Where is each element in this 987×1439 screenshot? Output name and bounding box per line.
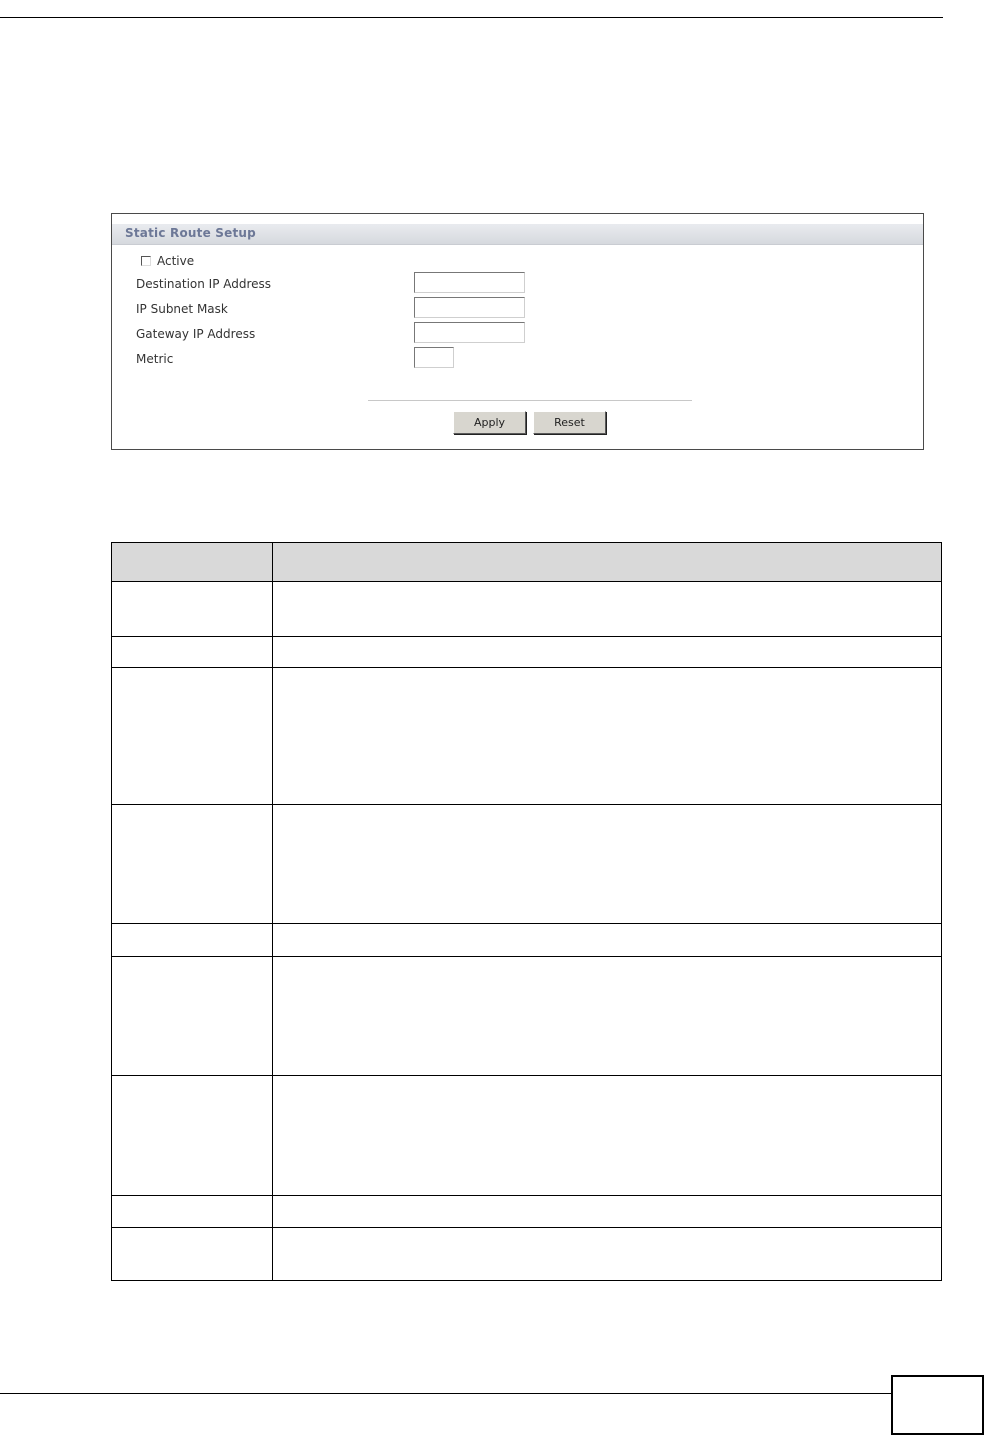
panel-title: Static Route Setup bbox=[125, 226, 256, 240]
destination-ip-input[interactable] bbox=[414, 272, 525, 293]
footer-rule bbox=[0, 1393, 892, 1394]
table-row bbox=[112, 957, 942, 1076]
metric-label: Metric bbox=[136, 352, 174, 366]
page-number-box bbox=[891, 1375, 984, 1435]
table-cell bbox=[273, 668, 942, 805]
table-cell bbox=[273, 1228, 942, 1281]
button-divider bbox=[368, 400, 692, 401]
table-row bbox=[112, 924, 942, 957]
table-cell bbox=[112, 924, 273, 957]
table-row bbox=[112, 668, 942, 805]
table-cell bbox=[273, 805, 942, 924]
table-header-cell bbox=[273, 543, 942, 582]
destination-ip-label: Destination IP Address bbox=[136, 277, 272, 291]
table-cell bbox=[112, 957, 273, 1076]
table-row bbox=[112, 637, 942, 668]
table-row bbox=[112, 805, 942, 924]
metric-input[interactable] bbox=[414, 347, 454, 368]
subnet-mask-input[interactable] bbox=[414, 297, 525, 318]
table-cell bbox=[273, 637, 942, 668]
header-rule bbox=[0, 17, 943, 18]
table-cell bbox=[112, 637, 273, 668]
table-cell bbox=[273, 1076, 942, 1196]
table-header-row bbox=[112, 543, 942, 582]
table-row bbox=[112, 1228, 942, 1281]
table-cell bbox=[112, 1196, 273, 1228]
active-label: Active bbox=[157, 254, 195, 268]
gateway-ip-input[interactable] bbox=[414, 322, 525, 343]
table-row bbox=[112, 1196, 942, 1228]
table-cell bbox=[273, 1196, 942, 1228]
table-cell bbox=[112, 582, 273, 637]
subnet-mask-label: IP Subnet Mask bbox=[136, 302, 228, 316]
active-checkbox[interactable] bbox=[141, 256, 151, 266]
table-cell bbox=[112, 1076, 273, 1196]
apply-button[interactable]: Apply bbox=[453, 411, 526, 434]
table-cell bbox=[112, 805, 273, 924]
panel-header bbox=[112, 224, 923, 245]
table-cell bbox=[273, 582, 942, 637]
static-route-setup-panel bbox=[111, 213, 924, 450]
field-description-table bbox=[111, 542, 942, 1281]
table-cell bbox=[112, 668, 273, 805]
table-cell bbox=[273, 924, 942, 957]
table-row bbox=[112, 1076, 942, 1196]
table-cell bbox=[112, 1228, 273, 1281]
table-cell bbox=[273, 957, 942, 1076]
table-header-cell bbox=[112, 543, 273, 582]
gateway-ip-label: Gateway IP Address bbox=[136, 327, 256, 341]
table-row bbox=[112, 582, 942, 637]
active-row[interactable] bbox=[141, 254, 194, 268]
reset-button[interactable]: Reset bbox=[533, 411, 606, 434]
